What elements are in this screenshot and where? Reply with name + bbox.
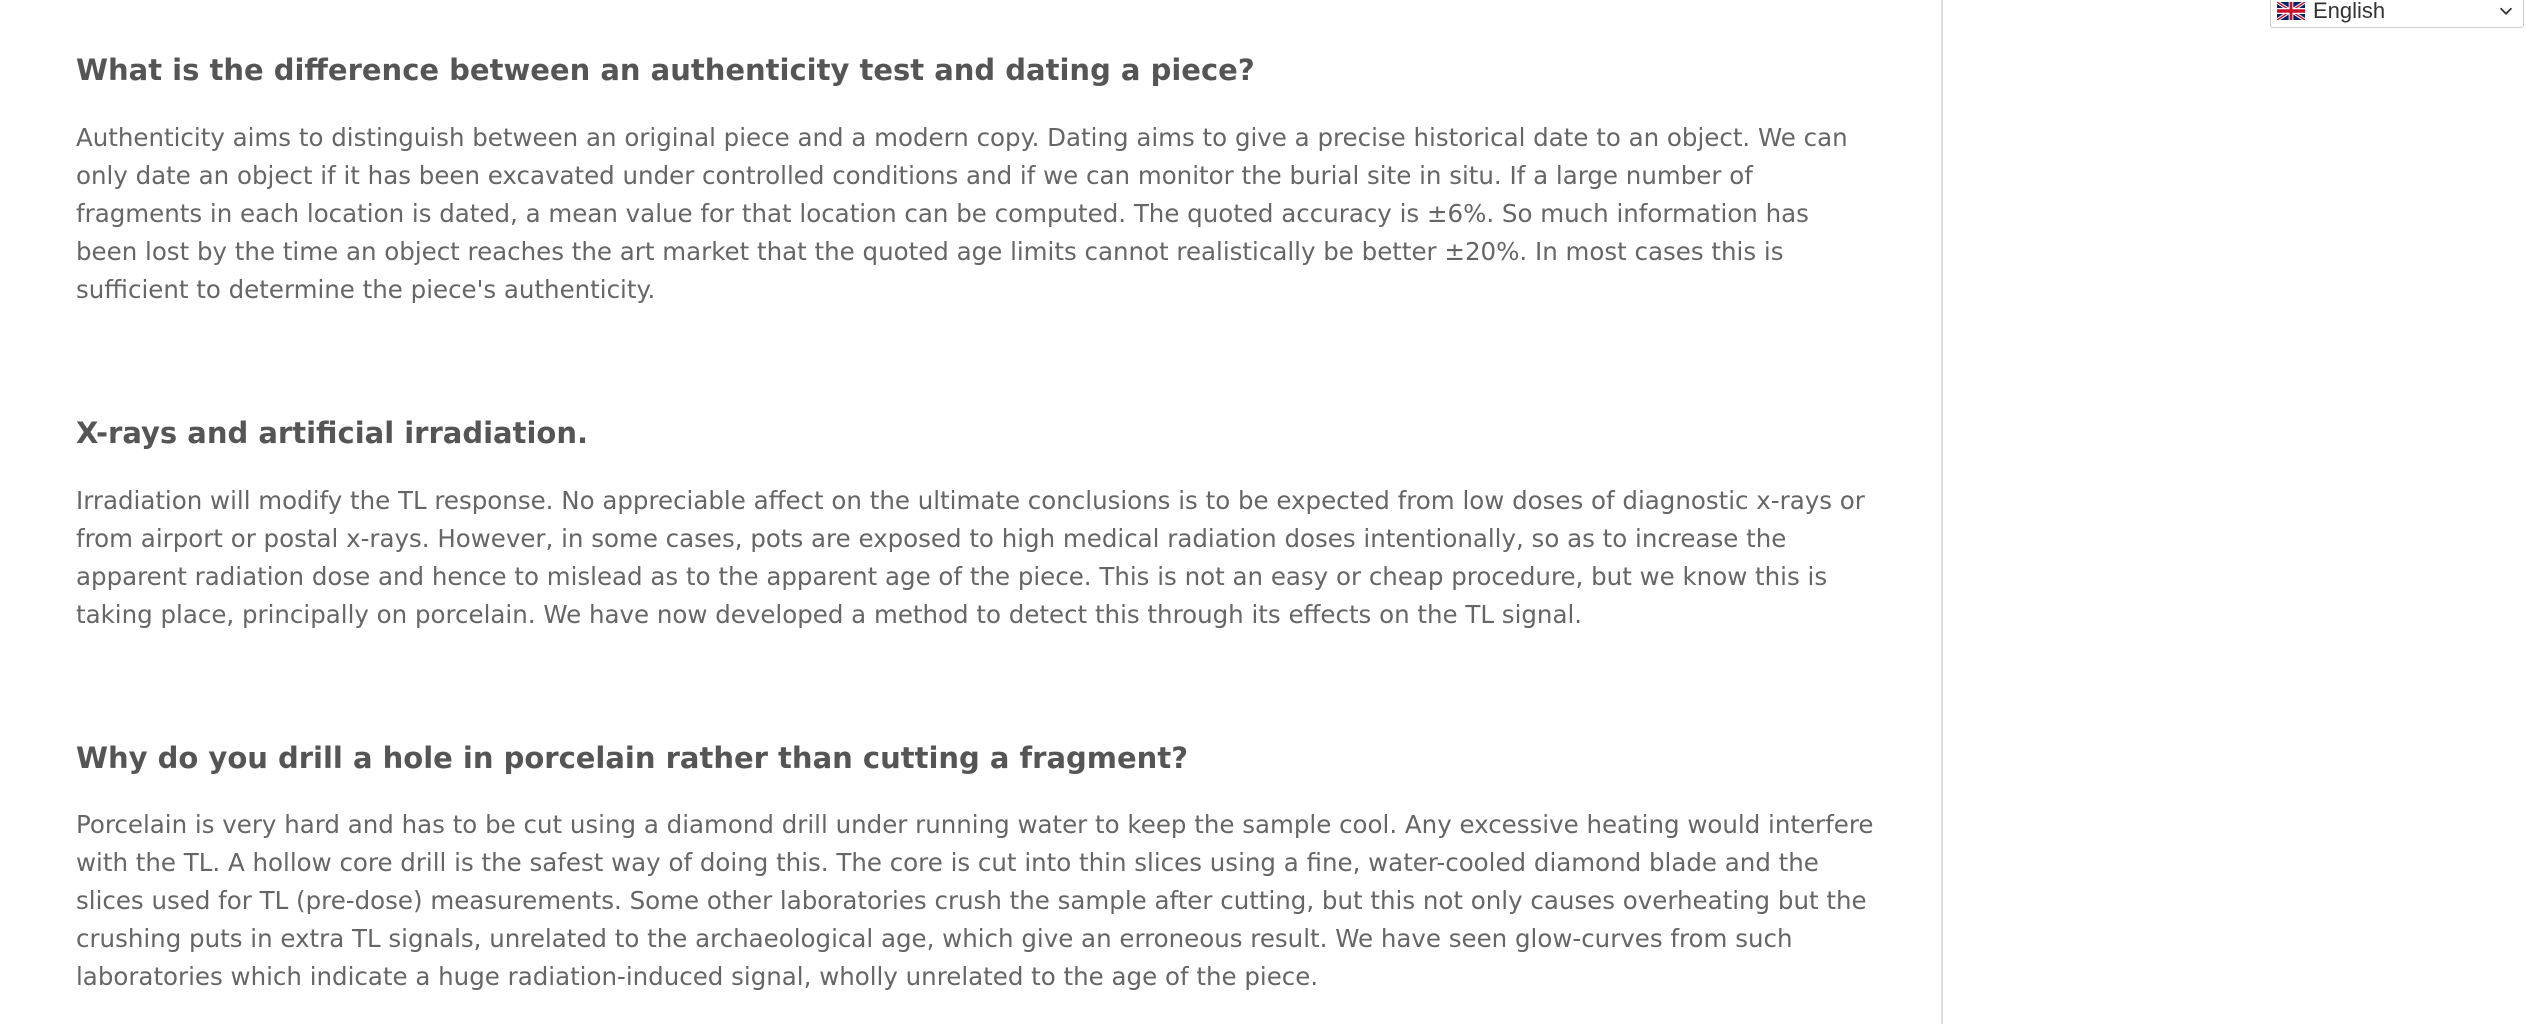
language-selected-label: English xyxy=(2313,0,2386,23)
language-selector[interactable] xyxy=(2270,0,2524,28)
faq-text: Authenticity aims to distinguish between an original piece and a modern copy. Dating aims to give a precise historical date to an object. We can only date an object if it has been excavated under controlled conditions and if we can monitor the burial site in situ. If a large number of fragments in each location is dated, a mean value for that location can be computed. The quoted accuracy is ±6%. So much information has been lost by the time an object reaches the art market that the quoted age limits cannot realistically be better ±20%. In most cases this is sufficient to determine the piece's authenticity. xyxy=(76,122,1848,304)
chevron-down-icon xyxy=(2497,2,2515,20)
faq-item-porcelain xyxy=(76,634,1876,997)
faq-title: Why do you drill a hole in porcelain rather than cutting a fragment? xyxy=(76,740,1189,775)
faq-text: Porcelain is very hard and has to be cut using a diamond drill under running water to keep the sample cool. Any excessive heating would interfere with the TL. A hollow core drill is the safest way of doing this. The core is cut into thin slices using a fine, water-cooled diamond blade and the slices used for TL (pre-dose) measurements. Some other laboratories crush the sample after cutting, but this not only causes overheating but the crushing puts in extra TL signals, unrelated to the archaeological age, which give an erroneous result. We have seen glow-curves from such laboratories which indicate a huge radiation-induced signal, wholly unrelated to the age of the piece. xyxy=(76,810,1874,992)
main-content xyxy=(76,0,1876,996)
uk-flag-icon xyxy=(2277,2,2305,20)
faq-item-authenticity xyxy=(76,0,1876,309)
faq-title: What is the difference between an authenticity test and dating a piece? xyxy=(76,53,1255,87)
faq-text: Irradiation will modify the TL response. No appreciable affect on the ultimate conclusions is to be expected from low doses of diagnostic x-rays or from airport or postal x-rays. However, in some cases, pots are exposed to high medical radiation doses intentionally, so as to increase the apparent radiation dose and hence to mislead as to the apparent age of the piece. This is not an easy or cheap procedure, but we know this is taking place, principally on porcelain. We have now developed a method to detect this through its effects on the TL signal. xyxy=(76,485,1865,629)
faq-item-xrays xyxy=(76,309,1876,634)
faq-title: X-rays and artificial irradiation. xyxy=(76,415,589,450)
sidebar xyxy=(1943,0,2527,1024)
